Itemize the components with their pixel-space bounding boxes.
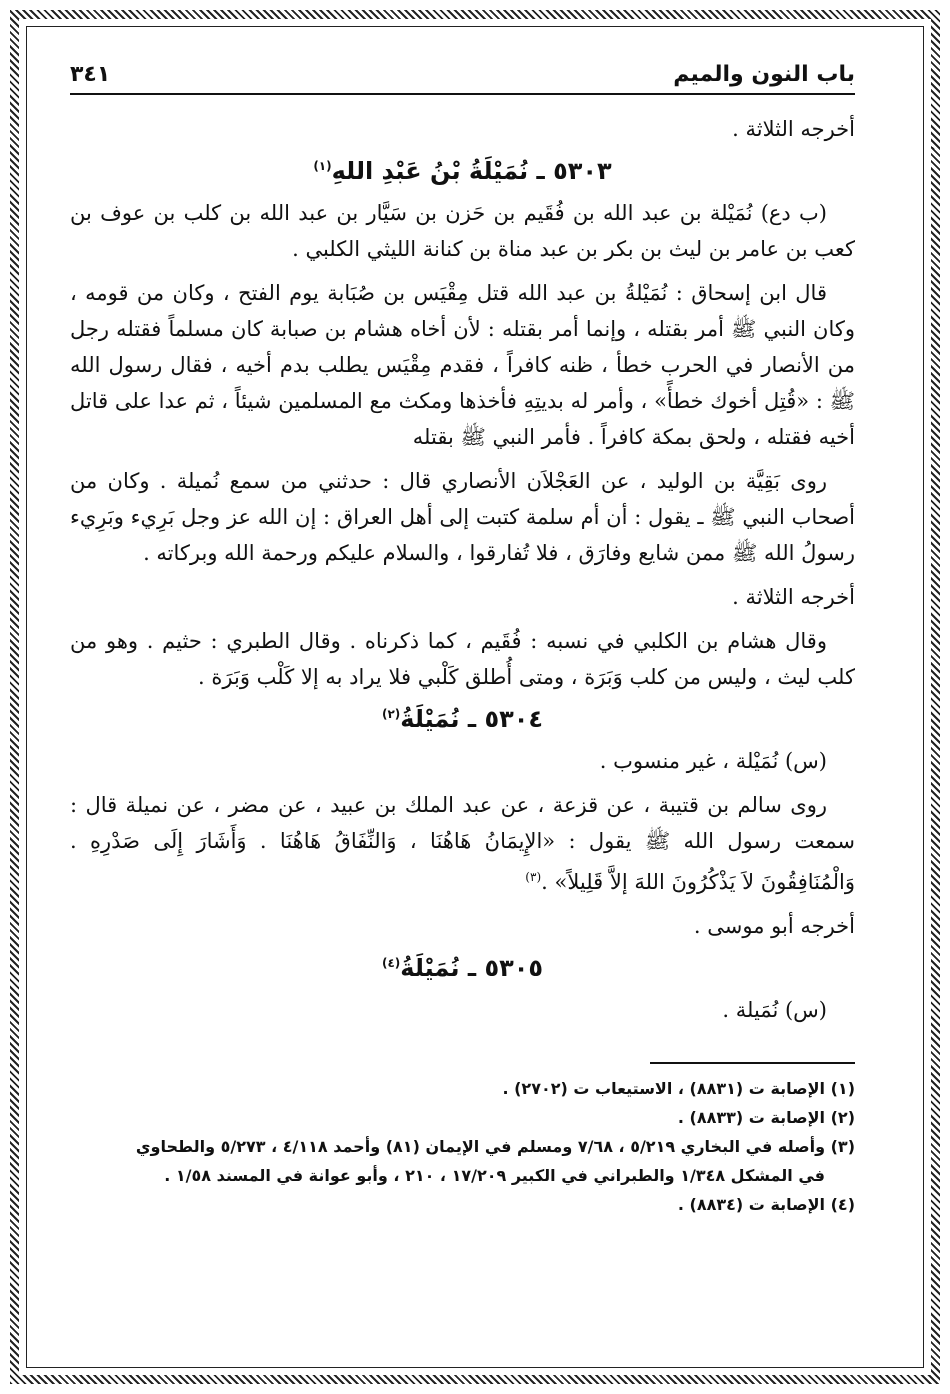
footnote-mark: (١) xyxy=(313,159,332,173)
paragraph: قال ابن إسحاق : نُمَيْلةُ بن عبد الله قتل مِقْيَس بن صُبَابة يوم الفتح ، وكان من قومه ، وكان النبي ﷺ أمر بقتله ، وإنما أمر بقتله : لأن أخاه هشام بن صبابة كان مسلماً فقتله رجل من الأنصار في الحرب خطأ ، ظنه كافراً ، فقدم مِقْيَس يطلب بدم أخيه ، فقال رسول الله ﷺ : «قُتِل أخوك خطأً» ، وأمر له بديتِهِ فأخذها ومكث مع المسلمين شيئاً ، ثم عدا على قاتل أخيه فقتله ، ولحق بمكة كافراً . فأمر النبي ﷺ بقتله xyxy=(70,281,855,449)
paragraph: أخرجه الثلاثة . xyxy=(732,117,855,141)
footnote: في المشكل ١/٣٤٨ والطبراني في الكبير ١٧/٢٠٩ ، ٢١٠ ، وأبو عوانة في المسند ١/٥٨ . xyxy=(164,1166,825,1185)
entry-heading: ٥٣٠٤ ـ نُمَيْلَةُ$^{(٢)}$ xyxy=(381,705,544,733)
page-header xyxy=(70,62,855,95)
paragraph: روى سالم بن قتيبة ، عن قزعة ، عن عبد الملك بن عبيد ، عن مضر ، عن نميلة قال : سمعت رسول الله ﷺ يقول : «الإِيمَانُ هَاهُنَا ، وَالنِّفَاقُ هَاهُنَا . وَأَشَارَ إِلَى صَدْرِهِ . وَالْمُنَافِقُونَ لاَ يَذْكُرُونَ اللهَ إلاَّ قَلِيلاً» .$^{(٣)}$ xyxy=(70,793,855,894)
footnote-mark: (٢) xyxy=(381,707,401,721)
paragraph: وقال هشام بن الكلبي في نسبه : فُقَيم ، كما ذكرناه . وقال الطبري : حثيم . وهو من كلب ليث ، وليس من كلب وَبَرَة ، ومتى أُطلق كَلْبي فلا يراد به إلا كَلْب وَبَرَة . xyxy=(70,629,855,689)
footnote-mark: (٣) xyxy=(525,870,542,884)
entry-heading: ٥٣٠٣ ـ نُمَيْلَةُ بْنُ عَبْدِ اللهِ$^{(١)}$ xyxy=(313,157,612,185)
entry-heading: ٥٣٠٥ ـ نُمَيْلَةُ$^{(٤)}$ xyxy=(381,954,544,982)
footnote: (٢) الإصابة ت (٨٨٣٣) . xyxy=(677,1108,855,1127)
page-content xyxy=(70,62,855,1334)
paragraph: أخرجه أبو موسى . xyxy=(693,914,855,938)
footnote-mark: (٤) xyxy=(381,956,401,970)
paragraph: (ب دع) نُمَيْلة بن عبد الله بن فُقَيم بن حَزن بن سَيَّار بن عبد الله بن كلب بن عوف بن كعب بن عامر بن ليث بن بكر بن عبد مناة بن كنانة الليثي الكلبي . xyxy=(70,201,855,261)
footnote-divider xyxy=(650,1062,855,1064)
paragraph: أخرجه الثلاثة . xyxy=(732,585,855,609)
paragraph: (س) نُمَيلة . xyxy=(722,998,827,1022)
paragraph: روى بَقِيَّة بن الوليد ، عن العَجْلاَن الأنصاري قال : حدثني من سمع نُميلة . وكان من أصحاب النبي ﷺ ـ يقول : أن أم سلمة كتبت إلى أهل العراق : إن الله عز وجل بَرِيء وبَرِيء رسولُ الله ﷺ ممن شايع وفارَق ، فلا تُفارقوا ، والسلام عليكم ورحمة الله وبركاته . xyxy=(70,469,855,565)
footnote: (٤) الإصابة ت (٨٨٣٤) . xyxy=(677,1195,855,1214)
footnote: (١) الإصابة ت (٨٨٣١) ، الاستيعاب ت (٢٧٠٢) . xyxy=(502,1079,855,1098)
running-title: باب النون والميم xyxy=(673,62,855,87)
paragraph: (س) نُمَيْلة ، غير منسوب . xyxy=(599,749,827,773)
footnote: (٣) وأصله في البخاري ٥/٢١٩ ، ٧/٦٨ ومسلم في الإيمان (٨١) وأحمد ٤/١١٨ ، ٥/٢٧٣ والطحاوي xyxy=(135,1137,855,1156)
page-number: ٣٤١ xyxy=(70,62,111,87)
